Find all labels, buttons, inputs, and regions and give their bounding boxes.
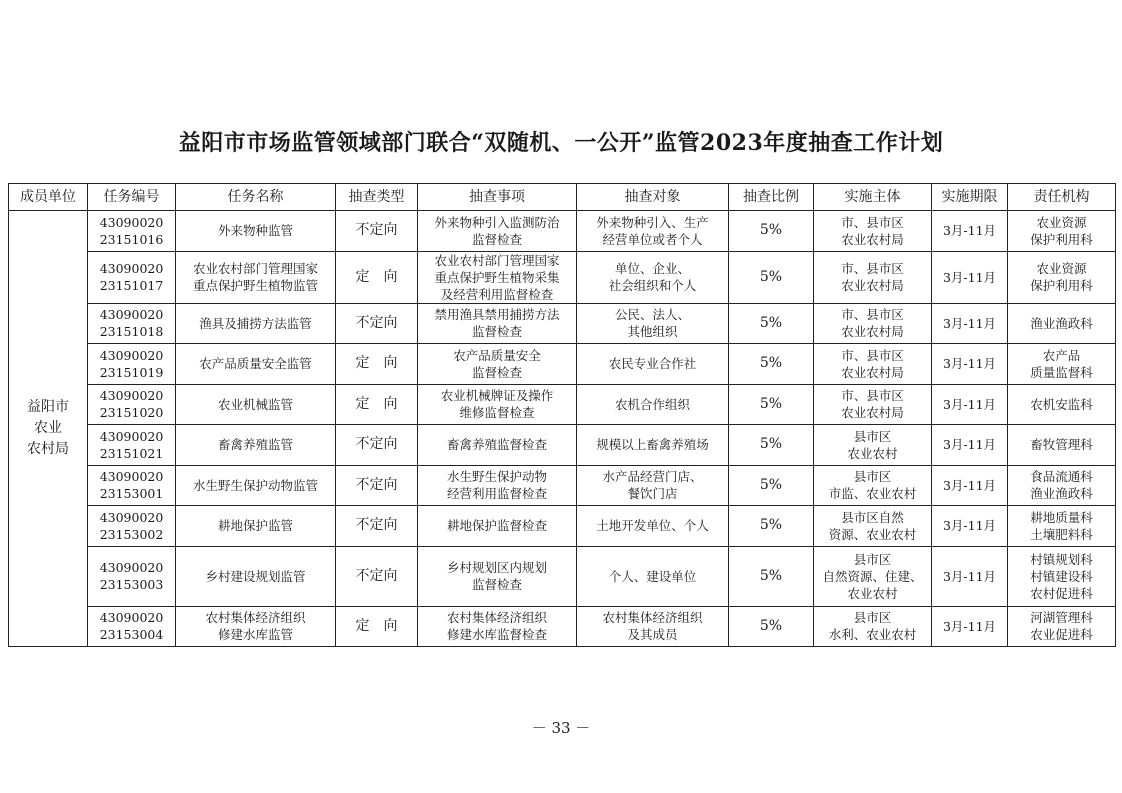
cell-line: 乡村建设规划监管 xyxy=(205,568,306,584)
cell-line: 农产品质量安全监管 xyxy=(199,356,312,372)
inspection-ratio-cell: 5% xyxy=(729,251,814,303)
inspection-type-cell: 不定向 xyxy=(336,546,418,606)
cell-line: 县市区 xyxy=(853,610,892,626)
inspection-type-cell: 定 向 xyxy=(336,384,418,425)
header-cell: 实施期限 xyxy=(932,184,1008,211)
inspection-ratio-cell: 5% xyxy=(729,546,814,606)
cell-line: 修建水库监督检查 xyxy=(446,627,547,643)
cell-line: 43090020 xyxy=(99,347,164,363)
implementer-cell xyxy=(814,546,932,606)
cell-line: 43090020 xyxy=(99,610,164,626)
inspection-type-cell: 不定向 xyxy=(336,425,418,466)
cell-line: 23153001 xyxy=(99,486,164,502)
responsible-org-cell xyxy=(1008,606,1116,647)
task-name-cell xyxy=(176,425,336,466)
cell-line: 农村集体经济组织 xyxy=(446,610,547,626)
cell-line: 村镇规划科 xyxy=(1030,551,1093,567)
cell-line: 耕地保护监督检查 xyxy=(446,518,547,534)
task-code-cell xyxy=(88,425,176,466)
cell-line: 禁用渔具禁用捕捞方法 xyxy=(434,307,560,323)
cell-line: 及经营利用监督检查 xyxy=(440,286,554,302)
inspection-target-cell xyxy=(577,303,729,344)
inspection-item-cell xyxy=(418,606,577,647)
inspection-type-cell: 不定向 xyxy=(336,506,418,547)
inspection-target-cell xyxy=(577,606,729,647)
task-name-cell xyxy=(176,251,336,303)
member-unit-line: 益阳市 xyxy=(27,399,69,415)
inspection-target-cell xyxy=(577,465,729,506)
cell-line: 农业机械牌证及操作 xyxy=(440,388,554,404)
cell-line: 经营利用监督检查 xyxy=(446,486,547,502)
period-cell: 3月-11月 xyxy=(932,384,1008,425)
cell-line: 质量监督科 xyxy=(1030,364,1093,380)
inspection-target-cell xyxy=(577,211,729,252)
cell-line: 畜牧管理科 xyxy=(1030,437,1093,453)
inspection-ratio-cell: 5% xyxy=(729,384,814,425)
cell-line: 农村集体经济组织 xyxy=(205,610,306,626)
cell-line: 村镇建设科 xyxy=(1030,568,1093,584)
period-cell: 3月-11月 xyxy=(932,546,1008,606)
header-cell: 抽查比例 xyxy=(729,184,814,211)
cell-line: 43090020 xyxy=(99,307,164,323)
responsible-org-cell xyxy=(1008,344,1116,385)
cell-line: 水利、农业农村 xyxy=(828,627,917,643)
header-cell: 抽查类型 xyxy=(336,184,418,211)
responsible-org-cell xyxy=(1008,506,1116,547)
cell-line: 监督检查 xyxy=(471,577,522,592)
period-cell: 3月-11月 xyxy=(932,606,1008,647)
cell-line: 43090020 xyxy=(99,560,164,575)
inspection-ratio-cell: 5% xyxy=(729,303,814,344)
page-number: － 33 － xyxy=(531,719,591,737)
cell-line: 耕地质量科 xyxy=(1030,509,1093,525)
cell-line: 个人、建设单位 xyxy=(608,568,697,584)
member-unit-line: 农村局 xyxy=(27,441,69,457)
task-code-cell xyxy=(88,251,176,303)
period-cell: 3月-11月 xyxy=(932,506,1008,547)
cell-line: 外来物种引入、生产 xyxy=(596,214,709,230)
cell-line: 农业农村 xyxy=(847,585,898,601)
cell-line: 社会组织和个人 xyxy=(608,278,697,293)
cell-line: 公民、法人、 xyxy=(614,307,690,323)
cell-line: 渔具及捕捞方法监管 xyxy=(199,315,312,331)
inspection-item-cell xyxy=(418,211,577,252)
member-unit-cell xyxy=(9,211,88,647)
task-code-cell xyxy=(88,344,176,385)
cell-line: 自然资源、住建、 xyxy=(822,568,923,584)
cell-line: 水生野生保护动物监管 xyxy=(192,477,318,493)
table-row xyxy=(9,211,1116,252)
cell-line: 畜禽养殖监督检查 xyxy=(446,437,547,453)
inspection-item-cell xyxy=(418,384,577,425)
inspection-ratio-cell: 5% xyxy=(729,606,814,647)
cell-line: 农机安监科 xyxy=(1030,396,1093,412)
cell-line: 23151019 xyxy=(99,364,164,380)
header-cell: 任务名称 xyxy=(176,184,336,211)
cell-line: 保护利用科 xyxy=(1030,278,1093,293)
table-row xyxy=(9,251,1116,303)
responsible-org-cell xyxy=(1008,303,1116,344)
implementer-cell xyxy=(814,211,932,252)
cell-line: 土壤肥料科 xyxy=(1030,526,1093,542)
implementer-cell xyxy=(814,465,932,506)
inspection-item-cell xyxy=(418,303,577,344)
cell-line: 渔业渔政科 xyxy=(1030,315,1093,331)
cell-line: 规模以上畜禽养殖场 xyxy=(596,437,709,453)
cell-line: 市、县市区 xyxy=(841,307,904,323)
inspection-item-cell xyxy=(418,344,577,385)
inspection-target-cell xyxy=(577,546,729,606)
table-row xyxy=(9,606,1116,647)
implementer-cell xyxy=(814,303,932,344)
cell-line: 土地开发单位、个人 xyxy=(596,518,709,534)
task-name-cell xyxy=(176,303,336,344)
cell-line: 43090020 xyxy=(99,261,164,276)
cell-line: 监督检查 xyxy=(471,324,522,340)
task-code-cell xyxy=(88,384,176,425)
responsible-org-cell xyxy=(1008,384,1116,425)
header-row xyxy=(9,184,1116,211)
task-name-cell xyxy=(176,546,336,606)
cell-line: 农业资源 xyxy=(1036,261,1087,276)
cell-line: 耕地保护监管 xyxy=(217,518,293,534)
cell-line: 县市区自然 xyxy=(841,509,904,525)
implementer-cell xyxy=(814,506,932,547)
implementer-cell xyxy=(814,425,932,466)
cell-line: 外来物种引入监测防治 xyxy=(434,214,560,230)
cell-line: 43090020 xyxy=(99,469,164,485)
implementer-cell xyxy=(814,344,932,385)
task-name-cell xyxy=(176,465,336,506)
task-code-cell xyxy=(88,506,176,547)
inspection-item-cell xyxy=(418,251,577,303)
cell-line: 市、县市区 xyxy=(841,214,904,230)
inspection-item-cell xyxy=(418,546,577,606)
cell-line: 43090020 xyxy=(99,428,164,444)
implementer-cell xyxy=(814,606,932,647)
responsible-org-cell xyxy=(1008,425,1116,466)
inspection-type-cell: 不定向 xyxy=(336,465,418,506)
cell-line: 其他组织 xyxy=(627,324,678,340)
task-code-cell xyxy=(88,211,176,252)
cell-line: 监督检查 xyxy=(471,231,522,247)
cell-line: 43090020 xyxy=(99,509,164,525)
inspection-ratio-cell: 5% xyxy=(729,211,814,252)
implementer-cell xyxy=(814,251,932,303)
inspection-item-cell xyxy=(418,506,577,547)
task-code-cell xyxy=(88,546,176,606)
table-row xyxy=(9,384,1116,425)
table-row xyxy=(9,303,1116,344)
cell-line: 农机合作组织 xyxy=(614,396,690,412)
cell-line: 农业农村局 xyxy=(841,405,904,421)
cell-line: 43090020 xyxy=(99,388,164,404)
cell-line: 县市区 xyxy=(853,551,892,567)
period-cell: 3月-11月 xyxy=(932,303,1008,344)
page-title: 益阳市市场监管领域部门联合“双随机、一公开”监管2023年度抽查工作计划 xyxy=(178,130,944,156)
task-name-cell xyxy=(176,606,336,647)
inspection-target-cell xyxy=(577,506,729,547)
cell-line: 渔业渔政科 xyxy=(1030,486,1093,502)
cell-line: 农业促进科 xyxy=(1030,627,1093,643)
inspection-type-cell: 定 向 xyxy=(336,606,418,647)
cell-line: 农产品 xyxy=(1042,347,1081,363)
cell-line: 23151016 xyxy=(99,231,164,247)
cell-line: 县市区 xyxy=(853,428,892,444)
cell-line: 河湖管理科 xyxy=(1030,610,1093,626)
cell-line: 维修监督检查 xyxy=(459,405,535,421)
cell-line: 水生野生保护动物 xyxy=(446,469,547,485)
cell-line: 修建水库监管 xyxy=(217,627,293,643)
task-code-cell xyxy=(88,303,176,344)
inspection-target-cell xyxy=(577,425,729,466)
cell-line: 及其成员 xyxy=(627,627,678,643)
period-cell: 3月-11月 xyxy=(932,465,1008,506)
table-row xyxy=(9,506,1116,547)
header-cell: 抽查事项 xyxy=(418,184,577,211)
cell-line: 保护利用科 xyxy=(1030,231,1093,247)
plan-table xyxy=(8,183,1116,647)
cell-line: 外来物种监管 xyxy=(217,223,293,239)
member-unit-line: 农业 xyxy=(34,420,62,436)
inspection-ratio-cell: 5% xyxy=(729,506,814,547)
task-code-cell xyxy=(88,465,176,506)
cell-line: 23151020 xyxy=(99,405,164,421)
inspection-ratio-cell: 5% xyxy=(729,465,814,506)
header-cell: 任务编号 xyxy=(88,184,176,211)
period-cell: 3月-11月 xyxy=(932,211,1008,252)
inspection-target-cell xyxy=(577,251,729,303)
inspection-type-cell: 定 向 xyxy=(336,251,418,303)
inspection-type-cell: 不定向 xyxy=(336,303,418,344)
header-cell: 抽查对象 xyxy=(577,184,729,211)
cell-line: 23153003 xyxy=(99,577,164,592)
inspection-type-cell: 定 向 xyxy=(336,344,418,385)
inspection-target-cell xyxy=(577,384,729,425)
inspection-type-cell: 不定向 xyxy=(336,211,418,252)
cell-line: 重点保护野生植物采集 xyxy=(434,269,560,285)
header-cell: 实施主体 xyxy=(814,184,932,211)
cell-line: 23151021 xyxy=(99,445,164,461)
inspection-ratio-cell: 5% xyxy=(729,425,814,466)
cell-line: 农业农村局 xyxy=(841,278,904,293)
cell-line: 23151017 xyxy=(99,278,164,293)
cell-line: 市、县市区 xyxy=(841,388,904,404)
cell-line: 市、县市区 xyxy=(841,261,904,276)
cell-line: 23153002 xyxy=(99,526,164,542)
inspection-target-cell xyxy=(577,344,729,385)
table-row xyxy=(9,425,1116,466)
cell-line: 农产品质量安全 xyxy=(453,347,541,363)
cell-line: 重点保护野生植物监管 xyxy=(192,278,318,293)
implementer-cell xyxy=(814,384,932,425)
cell-line: 农业农村局 xyxy=(841,364,904,380)
period-cell: 3月-11月 xyxy=(932,344,1008,385)
cell-line: 农村集体经济组织 xyxy=(602,610,703,626)
cell-line: 农民专业合作社 xyxy=(608,356,697,372)
task-name-cell xyxy=(176,506,336,547)
cell-line: 农业机械监管 xyxy=(217,396,293,412)
period-cell: 3月-11月 xyxy=(932,251,1008,303)
responsible-org-cell xyxy=(1008,211,1116,252)
table-row xyxy=(9,344,1116,385)
cell-line: 农业农村部门管理国家 xyxy=(434,252,560,268)
cell-line: 监督检查 xyxy=(471,364,522,380)
cell-line: 资源、农业农村 xyxy=(828,526,917,542)
inspection-ratio-cell: 5% xyxy=(729,344,814,385)
header-cell: 成员单位 xyxy=(9,184,88,211)
period-cell: 3月-11月 xyxy=(932,425,1008,466)
cell-line: 农业资源 xyxy=(1036,214,1087,230)
inspection-item-cell xyxy=(418,465,577,506)
cell-line: 县市区 xyxy=(853,469,892,485)
responsible-org-cell xyxy=(1008,251,1116,303)
cell-line: 43090020 xyxy=(99,214,164,230)
table-row xyxy=(9,465,1116,506)
cell-line: 水产品经营门店、 xyxy=(602,469,703,485)
cell-line: 农业农村 xyxy=(847,445,898,461)
inspection-item-cell xyxy=(418,425,577,466)
cell-line: 农业农村部门管理国家 xyxy=(192,261,318,276)
cell-line: 畜禽养殖监管 xyxy=(217,437,293,453)
task-code-cell xyxy=(88,606,176,647)
table-row xyxy=(9,546,1116,606)
cell-line: 食品流通科 xyxy=(1030,469,1093,485)
task-name-cell xyxy=(176,211,336,252)
cell-line: 乡村规划区内规划 xyxy=(446,560,547,575)
responsible-org-cell xyxy=(1008,465,1116,506)
cell-line: 23151018 xyxy=(99,324,164,340)
cell-line: 农业农村局 xyxy=(841,324,904,340)
cell-line: 农村促进科 xyxy=(1030,585,1093,601)
responsible-org-cell xyxy=(1008,546,1116,606)
cell-line: 市监、农业农村 xyxy=(828,486,917,502)
cell-line: 餐饮门店 xyxy=(627,486,678,502)
cell-line: 市、县市区 xyxy=(841,347,904,363)
cell-line: 农业农村局 xyxy=(841,231,904,247)
cell-line: 23153004 xyxy=(99,627,164,643)
cell-line: 单位、企业、 xyxy=(614,261,690,276)
task-name-cell xyxy=(176,384,336,425)
header-cell: 责任机构 xyxy=(1008,184,1116,211)
cell-line: 经营单位或者个人 xyxy=(602,231,703,247)
task-name-cell xyxy=(176,344,336,385)
